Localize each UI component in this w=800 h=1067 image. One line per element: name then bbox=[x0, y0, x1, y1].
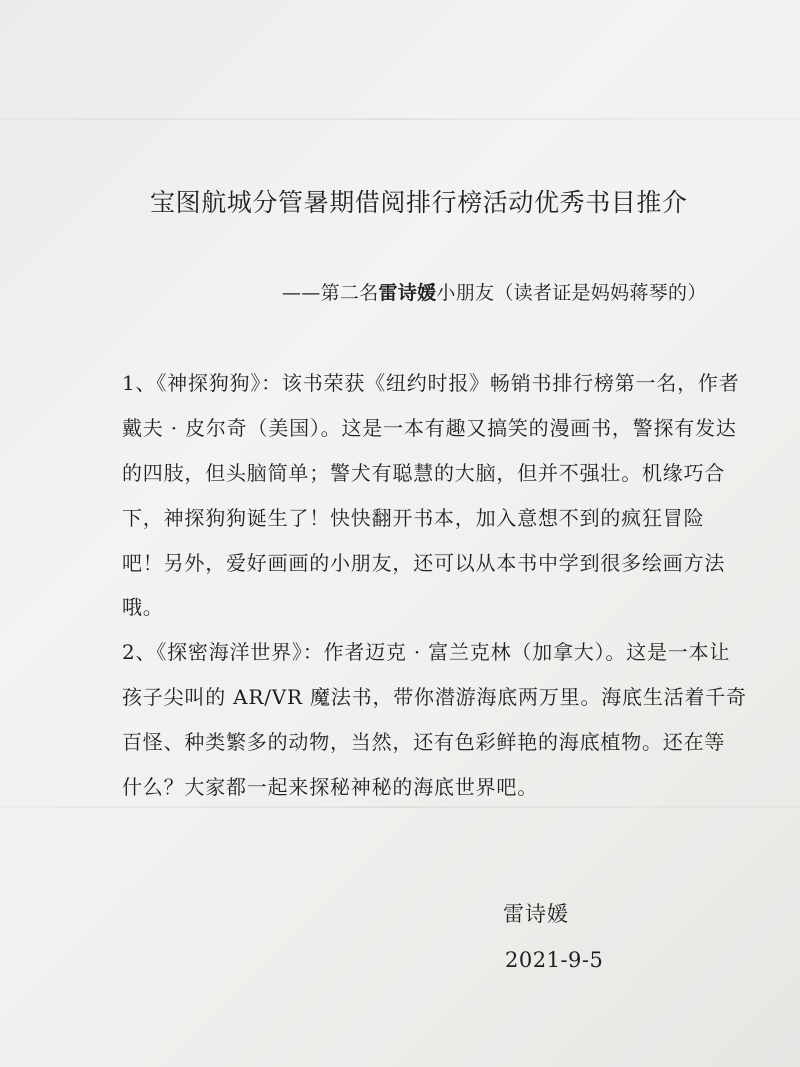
paragraph-line: 的四肢，但头脑简单；警犬有聪慧的大脑，但并不强壮。机缘巧合 bbox=[122, 461, 726, 485]
subtitle-name: 雷诗媛 bbox=[378, 282, 437, 304]
paragraph-line: 吧！另外，爱好画画的小朋友，还可以从本书中学到很多绘画方法 bbox=[122, 551, 726, 575]
paragraph-line: 哦。 bbox=[122, 595, 164, 619]
paragraph-line: 百怪、种类繁多的动物，当然，还有色彩鲜艳的海底植物。还在等 bbox=[122, 730, 726, 754]
subtitle-prefix: ——第二名 bbox=[282, 282, 379, 304]
signature-name: 雷诗媛 bbox=[503, 902, 569, 926]
paragraph-line: 1、《神探狗狗》：该书荣获《纽约时报》畅销书排行榜第一名，作者 bbox=[122, 371, 740, 395]
paper-crease bbox=[0, 118, 800, 120]
paragraph-line: 孩子尖叫的 AR/VR 魔法书，带你潜游海底两万里。海底生活着千奇 bbox=[122, 685, 747, 709]
paragraph-line: 戴夫 · 皮尔奇（美国）。这是一本有趣又搞笑的漫画书，警探有发达 bbox=[122, 416, 737, 440]
signature-date: 2021-9-5 bbox=[505, 948, 604, 972]
subtitle-suffix: 小朋友（读者证是妈妈蒋琴的） bbox=[436, 282, 707, 304]
paragraph-line: 下，神探狗狗诞生了！快快翻开书本，加入意想不到的疯狂冒险 bbox=[122, 506, 705, 530]
paragraph-line: 2、《探密海洋世界》：作者迈克 · 富兰克林（加拿大）。这是一本让 bbox=[122, 640, 731, 664]
paragraph-line: 什么？大家都一起来探秘神秘的海底世界吧。 bbox=[122, 775, 538, 799]
document-subtitle bbox=[282, 278, 707, 305]
document-title: 宝图航城分管暑期借阅排行榜活动优秀书目推介 bbox=[150, 188, 688, 217]
paper-crease bbox=[0, 806, 800, 808]
